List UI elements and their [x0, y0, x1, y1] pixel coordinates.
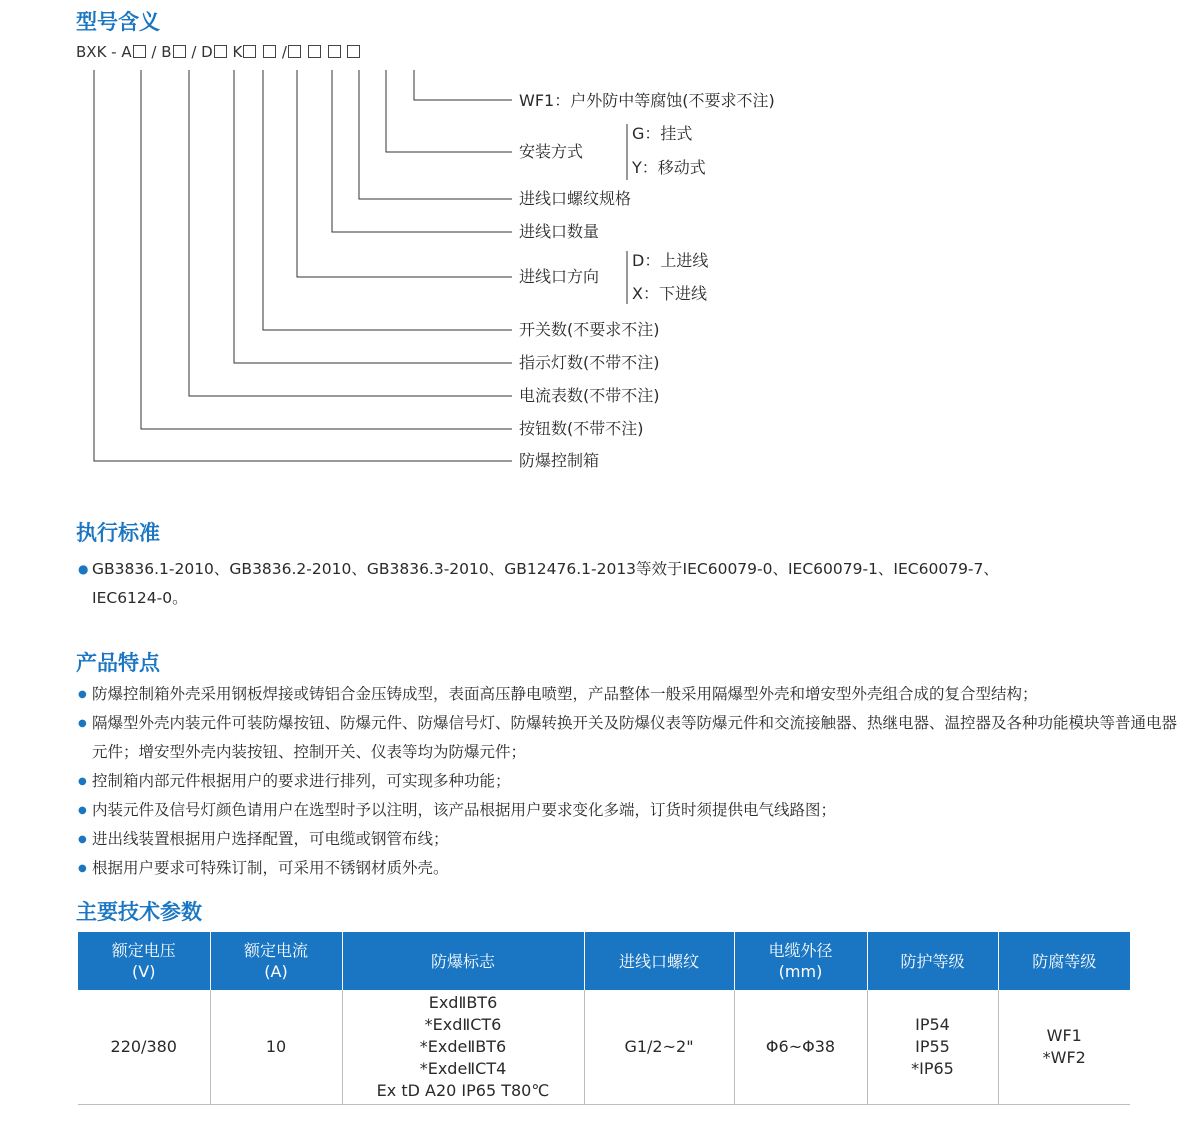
standards-text: [78, 555, 1173, 613]
tree-line-ammeter: [189, 70, 512, 396]
label-switch: 开关数(不要求不注): [519, 320, 660, 339]
label-wf1: WF1：户外防中等腐蚀(不要求不注): [519, 91, 775, 110]
cell-protection: IP54 IP55 *IP65: [867, 990, 998, 1105]
label-ammeter: 电流表数(不带不注): [519, 386, 660, 405]
model-meaning-title: 型号含义: [76, 10, 160, 34]
label-indicator: 指示灯数(不带不注): [519, 353, 660, 372]
feature-item: ● 隔爆型外壳内装元件可装防爆按钮、防爆元件、防爆信号灯、防爆转换开关及防爆仪表等防爆元件和交流接触器、热继电器、温控器及各种功能模块等普通电器元件；增安型外壳内装按钮、控制开关、仪表等均为防爆元件；: [78, 709, 1178, 767]
label-box: 防爆控制箱: [519, 451, 600, 470]
cell-ex-mark: ExdⅡBT6 *ExdⅡCT6 *ExdeⅡBT6 *ExdeⅡCT4 Ex tD A20 IP65 T80℃: [342, 990, 584, 1105]
standards-title: 执行标准: [76, 521, 160, 545]
code-part-d: / D: [191, 43, 213, 61]
label-inlet-count: 进线口数量: [519, 222, 600, 241]
bullet-icon: ●: [78, 562, 89, 576]
feature-item: ● 根据用户要求可特殊订制，可采用不锈钢材质外壳。: [78, 854, 1178, 883]
params-table: [78, 932, 1130, 1105]
header-rated-voltage: 额定电压 (V): [78, 932, 210, 990]
tree-line-inlet-dir: [297, 70, 512, 277]
header-ex-mark: 防爆标志: [342, 932, 584, 990]
feature-item: ● 控制箱内部元件根据用户的要求进行排列，可实现多种功能；: [78, 767, 1178, 796]
standards-line-2: IEC6124-0。: [92, 589, 188, 607]
header-anticorrosion-grade: 防腐等级: [998, 932, 1130, 990]
code-part-k: K: [232, 43, 243, 61]
tree-line-box: [94, 70, 512, 461]
cell-cable: Φ6~Φ38: [734, 990, 867, 1105]
tree-line-switch: [263, 70, 512, 330]
code-part-b: / B: [151, 43, 172, 61]
model-tree-lines: [0, 0, 1200, 490]
label-thread: 进线口螺纹规格: [519, 189, 632, 208]
cell-anticorrosion: WF1 *WF2: [998, 990, 1130, 1105]
label-inlet-x: X：下进线: [632, 284, 707, 303]
label-button: 按钮数(不带不注): [519, 419, 644, 438]
params-title: 主要技术参数: [76, 900, 202, 924]
label-mount-y: Y：移动式: [632, 158, 706, 177]
code-part-bxk-a: BXK - A: [76, 43, 132, 61]
cell-current: 10: [210, 990, 342, 1105]
tree-line-indicator: [234, 70, 512, 363]
tree-line-mount: [386, 70, 512, 152]
feature-item: ● 进出线装置根据用户选择配置，可电缆或钢管布线；: [78, 825, 1178, 854]
feature-item: ● 内装元件及信号灯颜色请用户在选型时予以注明，该产品根据用户要求变化多端，订货时须提供电气线路图；: [78, 796, 1178, 825]
header-protection-grade: 防护等级: [867, 932, 998, 990]
code-part-slash: /: [281, 43, 287, 61]
header-cable-diameter: 电缆外径 (mm): [734, 932, 867, 990]
header-rated-current: 额定电流 (A): [210, 932, 342, 990]
features-title: 产品特点: [76, 651, 160, 675]
table-header-row: [78, 932, 1130, 990]
label-inlet-d: D：上进线: [632, 251, 709, 270]
label-mount: 安装方式: [519, 142, 584, 161]
label-mount-g: G：挂式: [632, 124, 693, 143]
standards-line-1: GB3836.1-2010、GB3836.2-2010、GB3836.3-2010、GB12476.1-2013等效于IEC60079-0、IEC60079-1、IEC60079-7、: [92, 560, 999, 578]
feature-item: ● 防爆控制箱外壳采用钢板焊接或铸铝合金压铸成型，表面高压静电喷塑，产品整体一般采用隔爆型外壳和增安型外壳组合成的复合型结构；: [78, 680, 1178, 709]
header-inlet-thread: 进线口螺纹: [584, 932, 734, 990]
tree-line-thread: [359, 70, 512, 199]
cell-thread: G1/2~2": [584, 990, 734, 1105]
table-row: [78, 990, 1130, 1105]
features-list: [78, 680, 1178, 883]
cell-voltage: 220/380: [78, 990, 210, 1105]
tree-line-button: [141, 70, 512, 429]
label-inlet-dir: 进线口方向: [519, 267, 600, 286]
tree-line-wf1: [414, 70, 512, 100]
